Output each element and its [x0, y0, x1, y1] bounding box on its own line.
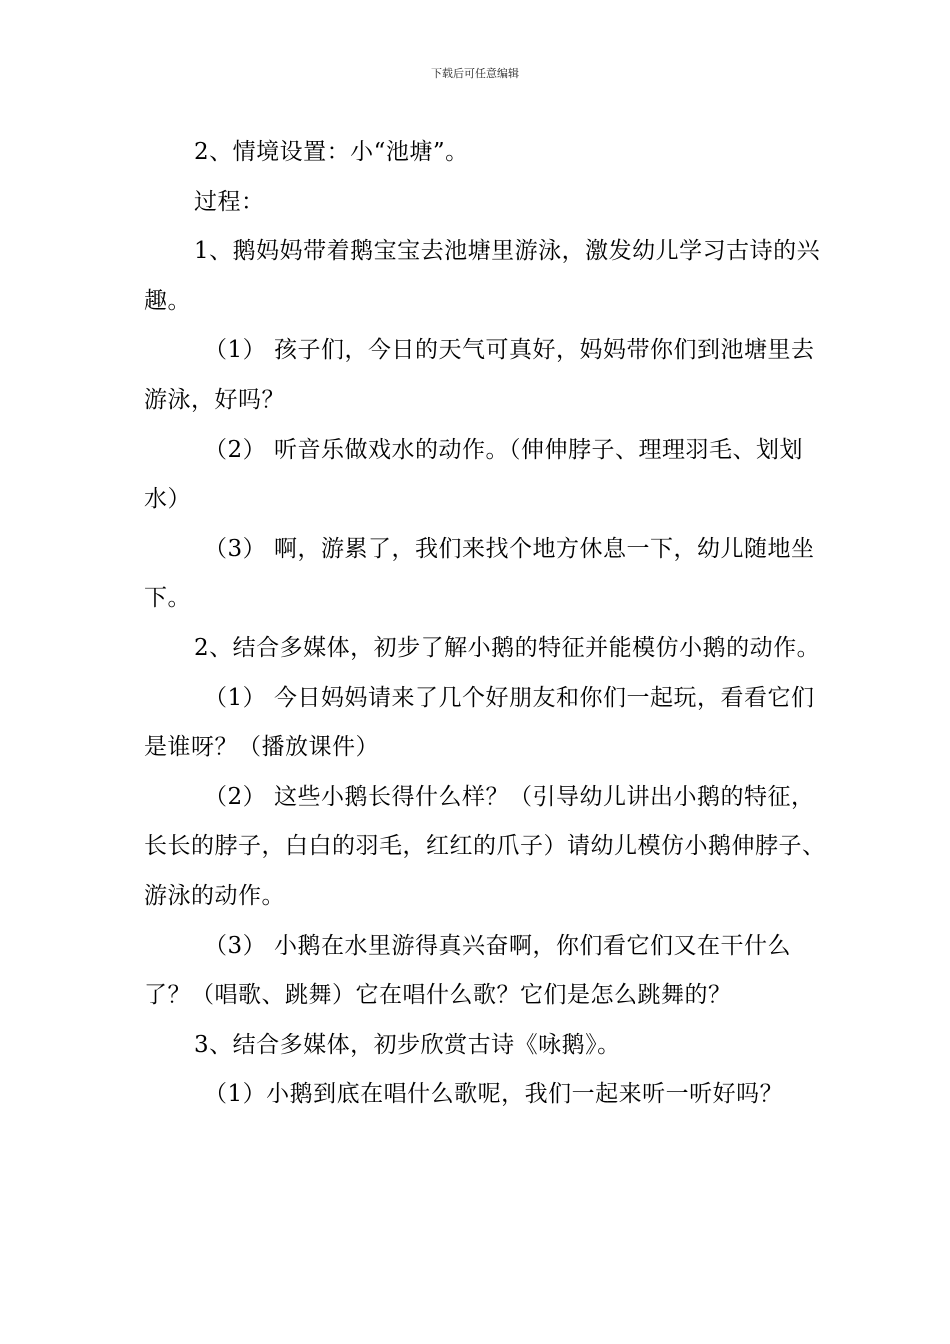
paragraph-step-2-item-1: （1） 今日妈妈请来了几个好朋友和你们一起玩，看看它们是谁呀？（播放课件） [144, 684, 815, 761]
paragraph-step-3: 3、结合多媒体，初步欣赏古诗《咏鹅》。 [194, 1031, 621, 1058]
paragraph-process-heading: 过程： [194, 188, 265, 215]
paragraph-step-1-item-3: （3） 啊，游累了，我们来找个地方休息一下，幼儿随地坐下。 [144, 535, 815, 612]
paragraph-step-2-item-2: （2） 这些小鹅长得什么样？（引导幼儿讲出小鹅的特征，长长的脖子，白白的羽毛，红红的爪子）请幼儿模仿小鹅伸脖子、游泳的动作。 [144, 783, 826, 909]
page-header: 下载后可任意编辑 [431, 67, 519, 80]
paragraph-step-1-item-2: （2） 听音乐做戏水的动作。（伸伸脖子、理理羽毛、划划水） [144, 436, 803, 513]
paragraph-step-2-item-3: （3） 小鹅在水里游得真兴奋啊，你们看它们又在干什么了？（唱歌、跳舞）它在唱什么歌？它们是怎么跳舞的？ [144, 932, 791, 1009]
paragraph-step-3-item-1: （1）小鹅到底在唱什么歌呢，我们一起来听一听好吗？ [204, 1081, 784, 1108]
paragraph-scene-setup: 2、情境设置：小“池塘”。 [194, 139, 469, 165]
paragraph-step-1-item-1: （1） 孩子们，今日的天气可真好，妈妈带你们到池塘里去游泳，好吗？ [144, 337, 815, 413]
paragraph-step-1: 1、鹅妈妈带着鹅宝宝去池塘里游泳，激发幼儿学习古诗的兴趣。 [144, 238, 821, 314]
paragraph-step-2: 2、结合多媒体，初步了解小鹅的特征并能模仿小鹅的动作。 [194, 634, 821, 661]
document-body [144, 128, 834, 1120]
